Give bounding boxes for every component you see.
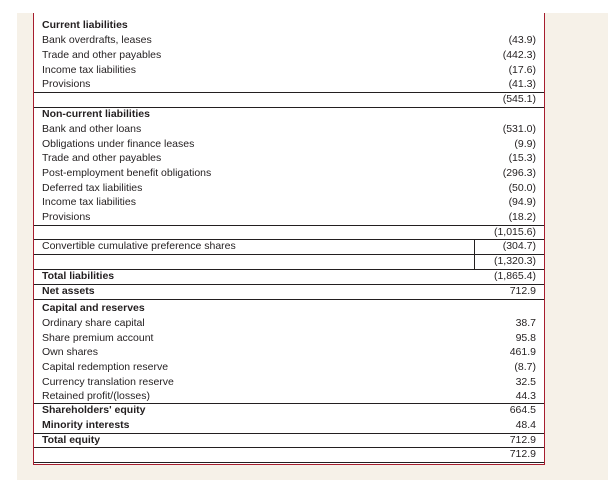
row-value: (17.6) [508,64,536,76]
row-label: Income tax liabilities [42,64,136,76]
net-assets-row [34,284,544,299]
table-row [34,151,544,166]
row-label: Minority interests [42,419,130,431]
row-value: 48.4 [515,419,536,431]
row-label: Total liabilities [42,270,115,282]
table-row [34,389,544,404]
table-row [34,166,544,181]
row-label: Post-employment benefit obligations [42,167,212,179]
row-value: (50.0) [508,182,536,194]
minority-interests-row [34,418,544,433]
subtotal-row [34,225,544,240]
table-row [34,122,544,137]
row-label: Trade and other payables [42,152,162,164]
table-row [34,375,544,390]
row-label: Trade and other payables [42,49,162,61]
subtotal-value: (545.1) [502,93,536,105]
divider [34,462,544,463]
column-divider [474,239,475,269]
row-value: 712.9 [509,434,536,446]
section-heading: Non-current liabilities [42,108,150,120]
table-row [34,77,544,92]
row-label: Total equity [42,434,101,446]
noncurrent-liabilities-heading-row [34,107,544,122]
row-value: 44.3 [515,390,536,402]
row-label: Own shares [42,346,99,358]
row-value: (1,865.4) [493,270,536,282]
row-value: 664.5 [509,404,536,416]
subtotal-value: (1,015.6) [493,226,536,238]
row-label: Bank overdrafts, leases [42,34,152,46]
divider [34,299,544,300]
row-value: 461.9 [509,346,536,358]
total-liabilities-row [34,269,544,284]
row-value: (43.9) [508,34,536,46]
row-label: Share premium account [42,332,154,344]
table-row [34,345,544,360]
capital-heading-row [34,301,544,316]
total-equity-row [34,433,544,448]
row-label: Deferred tax liabilities [42,182,143,194]
row-value: 95.8 [515,332,536,344]
row-label: Net assets [42,285,95,297]
row-label: Ordinary share capital [42,317,145,329]
row-value: (9.9) [514,138,536,150]
shareholders-equity-row [34,403,544,418]
subtotal-value: (1,320.3) [493,255,536,267]
row-label: Convertible cumulative preference shares [42,240,236,252]
row-value: (15.3) [508,152,536,164]
row-label: Bank and other loans [42,123,142,135]
table-row [34,239,544,254]
row-label: Shareholders' equity [42,404,146,416]
table-row [34,195,544,210]
table-row [34,48,544,63]
row-label: Obligations under finance leases [42,138,195,150]
row-label: Provisions [42,78,91,90]
section-heading: Capital and reserves [42,302,145,314]
row-value: (94.9) [508,196,536,208]
table-row [34,63,544,78]
row-value: (41.3) [508,78,536,90]
row-value: 32.5 [515,376,536,388]
row-label: Provisions [42,211,91,223]
row-value: (531.0) [502,123,536,135]
table-row [34,137,544,152]
row-value: (8.7) [514,361,536,373]
final-total-row [34,447,544,462]
subtotal-row [34,254,544,269]
final-total-value: 712.9 [509,448,536,460]
table-row [34,316,544,331]
row-value: (18.2) [508,211,536,223]
row-value: (304.7) [502,240,536,252]
row-value: (296.3) [502,167,536,179]
row-value: 712.9 [509,285,536,297]
balance-sheet-table [33,13,545,465]
row-label: Income tax liabilities [42,196,136,208]
row-value: 38.7 [515,317,536,329]
row-label: Retained profit/(losses) [42,390,150,402]
section-heading: Current liabilities [42,19,128,31]
table-row [34,33,544,48]
subtotal-row [34,92,544,107]
current-liabilities-heading-row [34,18,544,33]
row-value: (442.3) [502,49,536,61]
row-label: Capital redemption reserve [42,361,169,373]
row-label: Currency translation reserve [42,376,174,388]
table-row [34,210,544,225]
table-row [34,360,544,375]
table-row [34,331,544,346]
table-row [34,181,544,196]
